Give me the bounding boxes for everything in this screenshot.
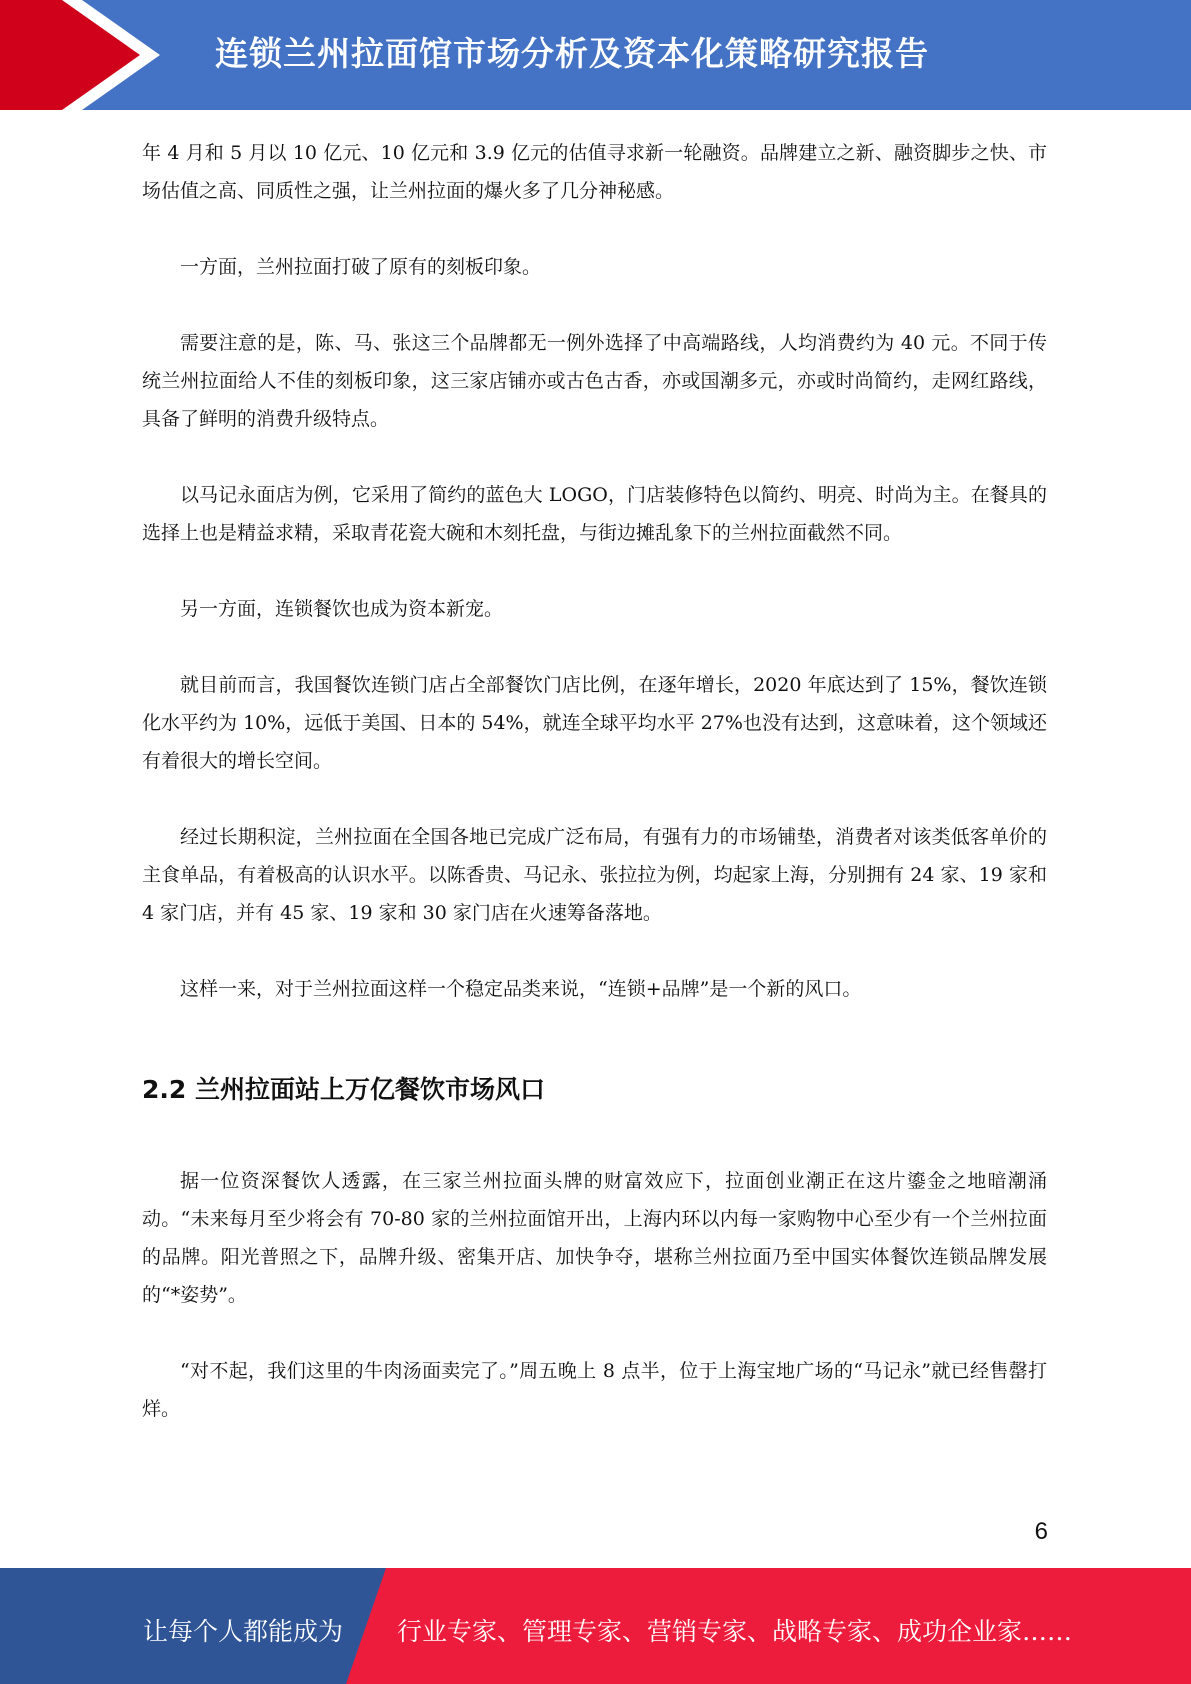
paragraph: 经过长期积淀，兰州拉面在全国各地已完成广泛布局，有强有力的市场铺垫，消费者对该类低客单价的主食单品，有着极高的认识水平。以陈香贵、马记永、张拉拉为例，均起家上海，分别拥有 24 家、19 家和 4 家门店，并有 45 家、19 家和 30 家门店在火速筹备落地。	[142, 826, 1047, 924]
paragraph: 另一方面，连锁餐饮也成为资本新宠。	[180, 598, 504, 620]
page-number: 6	[1034, 1518, 1048, 1545]
paragraph: 一方面，兰州拉面打破了原有的刻板印象。	[180, 256, 542, 278]
paragraph: 以马记永面店为例，它采用了简约的蓝色大 LOGO，门店装修特色以简约、明亮、时尚为主。在餐具的选择上也是精益求精，采取青花瓷大碗和木刻托盘，与街边摊乱象下的兰州拉面截然不同。	[142, 484, 1047, 544]
footer-slogan-right: 行业专家、管理专家、营销专家、战略专家、成功企业家……	[397, 1617, 1073, 1646]
page-footer	[0, 1568, 1191, 1684]
footer-slogan-left: 让每个人都能成为	[143, 1617, 344, 1646]
report-body	[142, 134, 1047, 1466]
section-heading: 2.2 兰州拉面站上万亿餐饮市场风口	[142, 1075, 545, 1104]
header-red-chevron	[0, 0, 150, 110]
paragraph: 据一位资深餐饮人透露，在三家兰州拉面头牌的财富效应下，拉面创业潮正在这片鎏金之地暗潮涌动。“未来每月至少将会有 70-80 家的兰州拉面馆开出，上海内环以内每一家购物中心至少有一个兰州拉面的品牌。阳光普照之下，品牌升级、密集开店、加快争夺，堪称兰州拉面乃至中国实体餐饮连锁品牌发展的“*姿势”。	[142, 1170, 1047, 1306]
paragraph: 年 4 月和 5 月以 10 亿元、10 亿元和 3.9 亿元的估值寻求新一轮融资。品牌建立之新、融资脚步之快、市场估值之高、同质性之强，让兰州拉面的爆火多了几分神秘感。	[142, 142, 1047, 202]
page-header	[0, 0, 1191, 110]
paragraph: “对不起，我们这里的牛肉汤面卖完了。”周五晚上 8 点半，位于上海宝地广场的“马记永”就已经售罄打烊。	[142, 1360, 1047, 1420]
report-title: 连锁兰州拉面馆市场分析及资本化策略研究报告	[215, 34, 929, 73]
paragraph: 需要注意的是，陈、马、张这三个品牌都无一例外选择了中高端路线，人均消费约为 40 元。不同于传统兰州拉面给人不佳的刻板印象，这三家店铺亦或古色古香，亦或国潮多元，亦或时尚简约，走网红路线，具备了鲜明的消费升级特点。	[142, 332, 1047, 430]
paragraph: 这样一来，对于兰州拉面这样一个稳定品类来说，“连锁+品牌”是一个新的风口。	[180, 978, 862, 1000]
paragraph: 就目前而言，我国餐饮连锁门店占全部餐饮门店比例，在逐年增长，2020 年底达到了 15%，餐饮连锁化水平约为 10%，远低于美国、日本的 54%，就连全球平均水平 27%也没有达到，这意味着，这个领域还有着很大的增长空间。	[142, 674, 1047, 772]
